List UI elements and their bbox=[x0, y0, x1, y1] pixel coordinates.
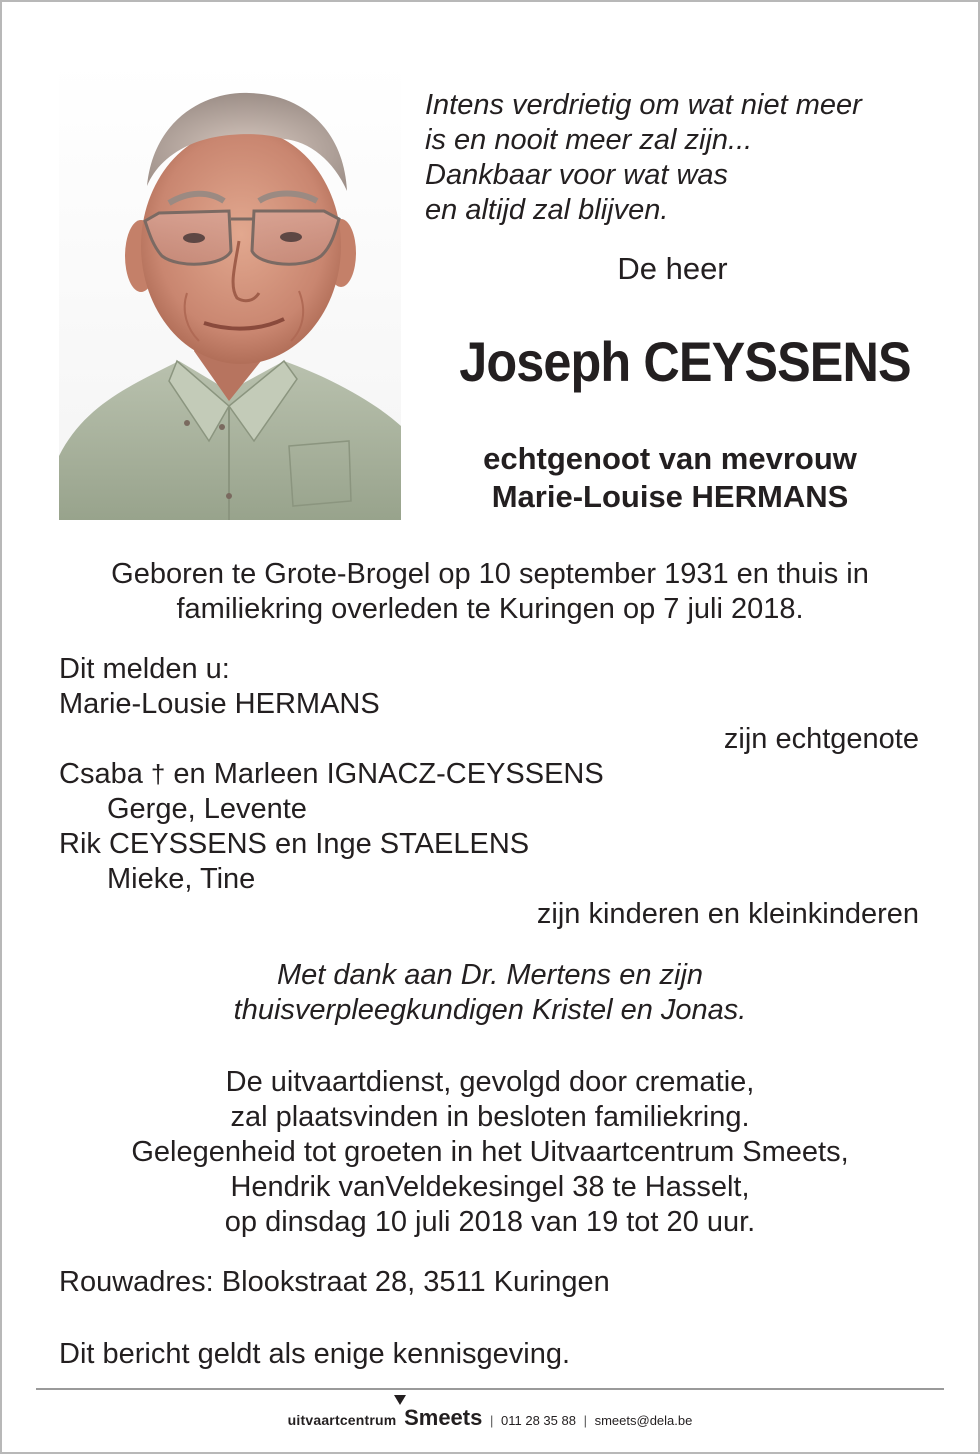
poem bbox=[425, 88, 945, 228]
poem-line: is en nooit meer zal zijn... bbox=[425, 124, 753, 156]
mourning-address: Rouwadres: Blookstraat 28, 3511 Kuringen bbox=[59, 1266, 610, 1298]
spouse-line-1: echtgenoot van mevrouw bbox=[483, 441, 857, 476]
separator: | bbox=[489, 1413, 494, 1428]
portrait-photo bbox=[59, 61, 401, 520]
thanks-line-1: Met dank aan Dr. Mertens en zijn bbox=[276, 959, 704, 991]
poem-line: Intens verdrietig om wat niet meer bbox=[425, 89, 862, 121]
funeral-line-5: op dinsdag 10 juli 2018 van 19 tot 20 uur. bbox=[224, 1206, 756, 1238]
spouse-info bbox=[410, 440, 930, 516]
family-children-relation: zijn kinderen en kleinkinderen bbox=[536, 898, 919, 930]
footer bbox=[0, 1404, 980, 1435]
family-grandchildren-2: Mieke, Tine bbox=[107, 863, 256, 895]
family-child-2: Rik CEYSSENS en Inge STAELENS bbox=[59, 828, 530, 860]
funeral-line-4: Hendrik vanVeldekesingel 38 te Hasselt, bbox=[230, 1171, 750, 1203]
funeral-line-2: zal plaatsvinden in besloten familiekring. bbox=[230, 1101, 750, 1133]
funeral-line-3: Gelegenheid tot groeten in het Uitvaartcentrum Smeets, bbox=[131, 1136, 849, 1168]
poem-line: en altijd zal blijven. bbox=[425, 194, 669, 226]
family-child-1 bbox=[59, 757, 919, 792]
family-spouse-name: Marie-Lousie HERMANS bbox=[59, 688, 380, 720]
footer-email[interactable]: smeets@dela.be bbox=[594, 1413, 693, 1428]
spouse-line-2: Marie-Louise HERMANS bbox=[491, 479, 849, 514]
thanks-text bbox=[40, 958, 940, 1028]
funeral-line-1: De uitvaartdienst, gevolgd door crematie, bbox=[225, 1066, 755, 1098]
birth-death-text bbox=[40, 557, 940, 627]
separator: | bbox=[583, 1413, 587, 1428]
announcement-intro: Dit melden u: bbox=[59, 653, 230, 685]
family-spouse-relation: zijn echtgenote bbox=[723, 723, 919, 755]
funeral-details bbox=[40, 1065, 940, 1240]
announcement bbox=[59, 652, 919, 932]
notice-text: Dit bericht geldt als enige kennisgeving. bbox=[59, 1338, 571, 1370]
family-grandchildren-1: Gerge, Levente bbox=[107, 793, 307, 825]
birth-line-1: Geboren te Grote-Brogel op 10 september 1931 en thuis in bbox=[111, 558, 869, 590]
cross-icon: † bbox=[150, 759, 166, 789]
birth-line-2: familiekring overleden te Kuringen op 7 juli 2018. bbox=[176, 593, 804, 625]
child-1-rest: en Marleen IGNACZ-CEYSSENS bbox=[173, 758, 604, 790]
thanks-line-2: thuisverpleegkundigen Kristel en Jonas. bbox=[233, 994, 747, 1026]
poem-line: Dankbaar voor wat was bbox=[425, 159, 729, 191]
footer-phone[interactable]: 011 28 35 88 bbox=[501, 1413, 576, 1428]
footer-divider bbox=[36, 1388, 944, 1390]
child-1-first-name: Csaba bbox=[59, 758, 143, 790]
brand-prefix: uitvaartcentrum bbox=[287, 1412, 397, 1428]
honorific: De heer bbox=[617, 251, 728, 286]
deceased-name: Joseph CEYSSENS bbox=[459, 330, 911, 393]
brand-name: Smeets bbox=[404, 1405, 483, 1430]
